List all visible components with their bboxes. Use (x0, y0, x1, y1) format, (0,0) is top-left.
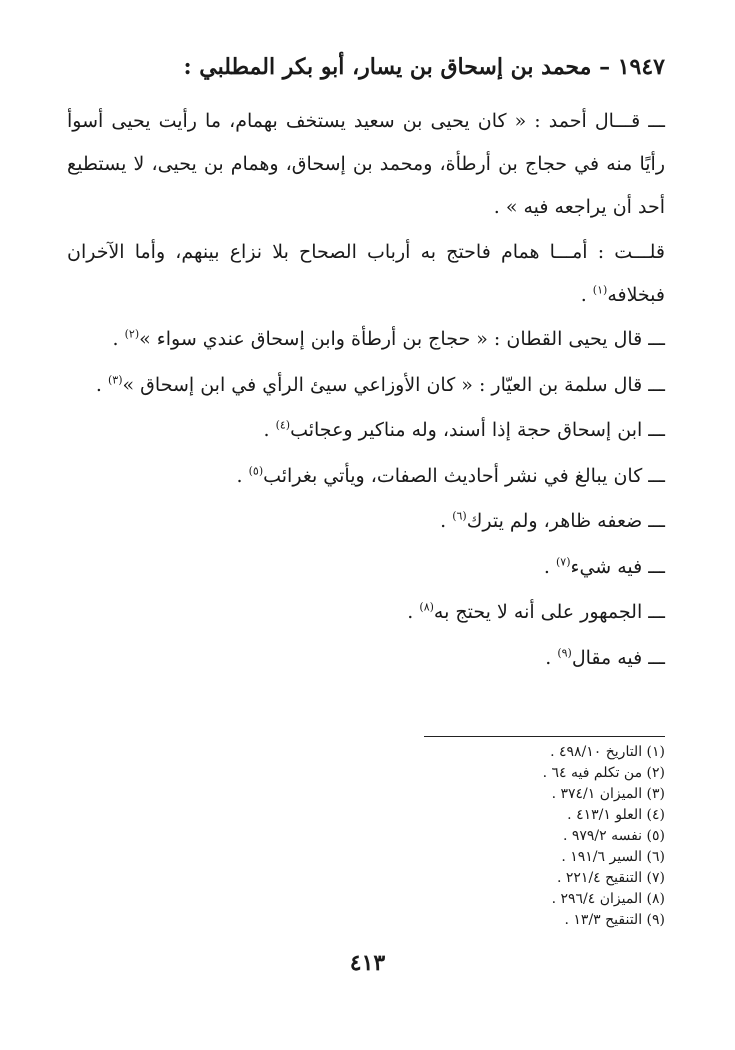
footnote: (١) التاريخ ٤٩٨/١٠ . (550, 744, 665, 760)
item-text: ـــ الجمهور على أنه لا يحتج به (433, 601, 665, 623)
footnote-ref[interactable]: (٨) (419, 600, 434, 614)
item-text: ـــ فيه مقال (571, 646, 665, 669)
item-tail: . (112, 328, 125, 350)
item-tail: . (545, 646, 558, 669)
footnote-ref[interactable]: (٦) (452, 509, 467, 523)
item-text: ـــ قال سلمة بن العيّار : « كان الأوزاعي سيئ الرأي في ابن إسحاق » (122, 373, 665, 396)
item-text: ـــ ضعفه ظاهر، ولم يترك (466, 510, 665, 532)
footnote-ref[interactable]: (٢) (124, 327, 140, 341)
footnote: (٤) العلو ٤١٣/١ . (567, 807, 665, 823)
list-item (67, 545, 665, 591)
paragraph-tail: . (580, 284, 593, 306)
footnote: (٧) التنقيح ٢٢١/٤ . (556, 870, 665, 886)
footnote-ref[interactable]: (٧) (556, 555, 571, 569)
list-item (67, 636, 665, 682)
footnote: (٩) التنقيح ١٣/٣ . (564, 912, 665, 928)
footnote: (٨) الميزان ٢٩٦/٤ . (551, 891, 665, 907)
paragraph-text: ـــ قـــال أحمد : « كان يحيى بن سعيد يستخف بهمام، ما رأيت يحيى أسوأ رأيًا منه في حجاج بن أرطأة، ومحمد بن إسحاق، وهمام بن يحيى، لا يستطيع أحد أن يراجعه فيه » . (67, 110, 665, 218)
item-tail: . (440, 510, 453, 532)
paragraph-text: قلـــت : أمـــا همام فاحتج به أرباب الصحاح بلا نزاع بينهم، وأما الآخران فبخلافه (67, 241, 665, 306)
item-tail: . (407, 601, 420, 623)
item-tail: . (95, 373, 108, 396)
item-text: ـــ كان يبالغ في نشر أحاديث الصفات، ويأتي بغرائب (263, 464, 665, 487)
author-note-paragraph (67, 231, 665, 317)
item-tail: . (236, 464, 249, 487)
footnote-ref[interactable]: (١) (592, 283, 608, 297)
list-item (67, 590, 665, 636)
ahmad-quote-paragraph (67, 100, 665, 229)
item-text: ـــ فيه شيء (570, 555, 665, 578)
list-item (67, 408, 665, 454)
item-tail: . (263, 419, 276, 441)
footnote: (٣) الميزان ٣٧٤/١ . (551, 786, 665, 802)
footnote-ref[interactable]: (٣) (108, 373, 123, 387)
footnote: (٢) من تكلم فيه ٦٤ . (542, 765, 665, 781)
item-tail: . (543, 555, 556, 578)
item-text: ـــ ابن إسحاق حجة إذا أسند، وله مناكير وعجائب (290, 419, 665, 441)
entry-body (67, 100, 665, 681)
page-number: ٤١٣ (349, 950, 386, 976)
list-item (67, 317, 665, 363)
list-item (67, 363, 665, 409)
list-item (67, 499, 665, 545)
list-item (67, 454, 665, 500)
footnote-ref[interactable]: (٩) (557, 646, 572, 660)
footnote: (٦) السير ١٩١/٦ . (561, 849, 665, 865)
item-text: ـــ قال يحيى القطان : « حجاج بن أرطأة وابن إسحاق عندي سواء » (139, 328, 665, 350)
footnote-ref[interactable]: (٤) (275, 418, 291, 432)
footnote-ref[interactable]: (٥) (248, 464, 264, 478)
footnote: (٥) نفسه ٩٧٩/٢ . (562, 828, 665, 844)
footnote-divider (424, 736, 665, 737)
entry-heading: ١٩٤٧ – محمد بن إسحاق بن يسار، أبو بكر المطلبي : (183, 54, 665, 80)
footnotes (365, 742, 665, 931)
